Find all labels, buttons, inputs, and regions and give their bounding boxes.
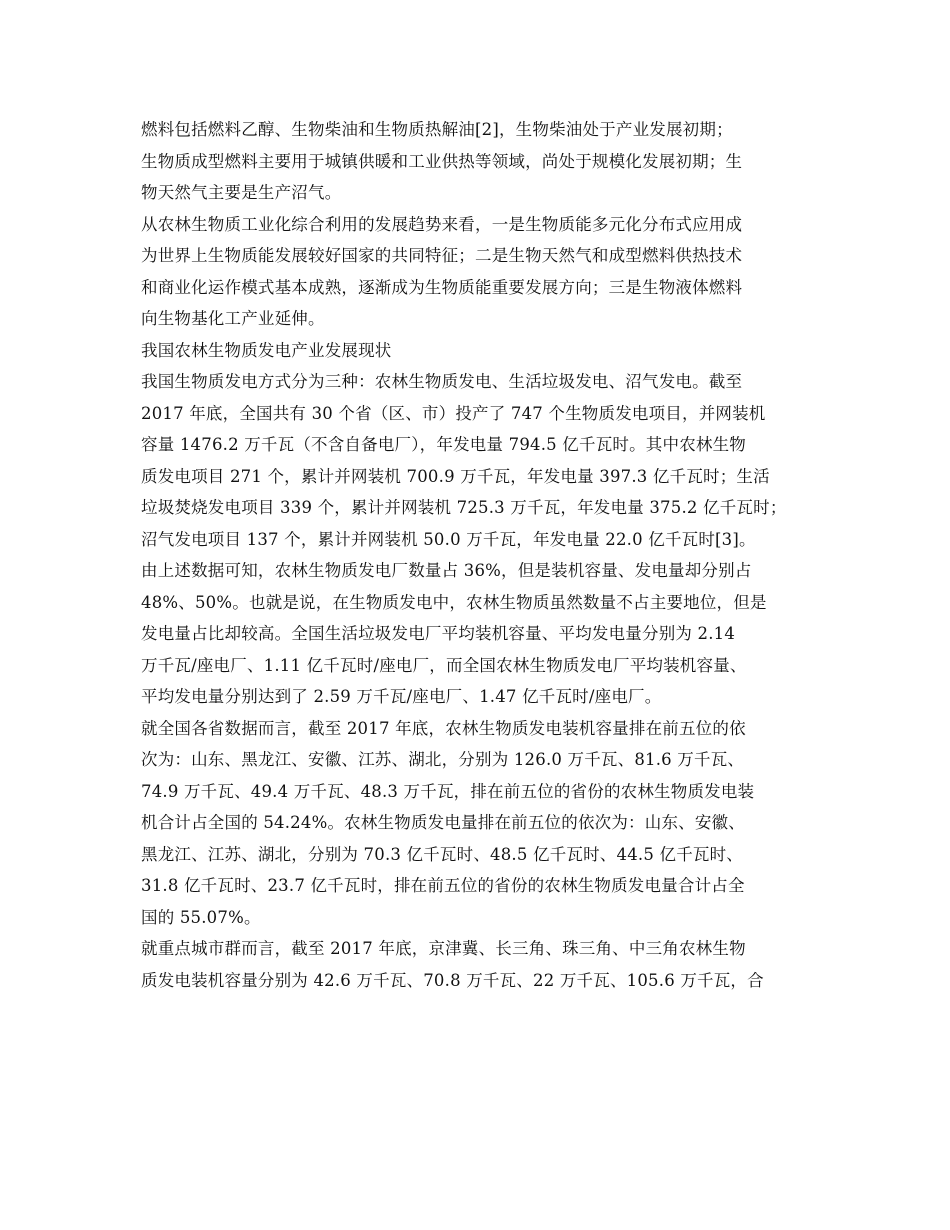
text-line: 就重点城市群而言，截至 2017 年底，京津冀、长三角、珠三角、中三角农林生物 xyxy=(141,939,746,958)
text-line: 2017 年底，全国共有 30 个省（区、市）投产了 747 个生物质发电项目，并网装机 xyxy=(141,403,766,423)
text-line: 74.9 万千瓦、49.4 万千瓦、48.3 万千瓦，排在前五位的省份的农林生物质发电装 xyxy=(141,781,755,801)
text-line: 国的 55.07%。 xyxy=(141,907,261,927)
text-line: 容量 1476.2 万千瓦（不含自备电厂），年发电量 794.5 亿千瓦时。其中农林生物 xyxy=(141,435,746,454)
text-line: 就全国各省数据而言，截至 2017 年底，农林生物质发电装机容量排在前五位的依 xyxy=(141,718,746,738)
text-line: 垃圾焚烧发电项目 339 个，累计并网装机 725.3 万千瓦，年发电量 375.2 亿千瓦时； xyxy=(141,498,787,517)
text-line: 我国生物质发电方式分为三种：农林生物质发电、生活垃圾发电、沼气发电。截至 xyxy=(141,372,743,391)
text-line: 生物质成型燃料主要用于城镇供暖和工业供热等领域，尚处于规模化发展初期；生 xyxy=(141,151,743,171)
text-line: 机合计占全国的 54.24%。农林生物质发电量排在前五位的依次为：山东、安徽、 xyxy=(141,813,745,832)
text-line: 48%、50%。也就是说，在生物质发电中，农林生物质虽然数量不占主要地位，但是 xyxy=(141,592,767,612)
text-line: 黑龙江、江苏、湖北，分别为 70.3 亿千瓦时、48.5 亿千瓦时、44.5 亿千瓦时、 xyxy=(141,844,743,864)
text-line: 平均发电量分别达到了 2.59 万千瓦/座电厂、1.47 亿千瓦时/座电厂。 xyxy=(141,687,662,706)
text-line: 和商业化运作模式基本成熟，逐渐成为生物质能重要发展方向；三是生物液体燃料 xyxy=(141,277,743,297)
text-line: 万千瓦/座电厂、1.11 亿千瓦时/座电厂，而全国农林生物质发电厂平均装机容量、 xyxy=(141,655,747,675)
text-line: 为世界上生物质能发展较好国家的共同特征；二是生物天然气和成型燃料供热技术 xyxy=(141,246,743,265)
text-line: 31.8 亿千瓦时、23.7 亿千瓦时，排在前五位的省份的农林生物质发电量合计占全 xyxy=(141,876,745,895)
text-line: 质发电装机容量分别为 42.6 万千瓦、70.8 万千瓦、22 万千瓦、105.6 万千瓦，合 xyxy=(141,970,764,990)
document-page xyxy=(141,114,841,996)
section-heading: 我国农林生物质发电产业发展现状 xyxy=(141,340,392,360)
text-line: 发电量占比却较高。全国生活垃圾发电厂平均装机容量、平均发电量分别为 2.14 xyxy=(141,624,736,643)
text-line: 物天然气主要是生产沼气。 xyxy=(141,183,342,202)
text-line: 次为：山东、黑龙江、安徽、江苏、湖北，分别为 126.0 万千瓦、81.6 万千瓦、 xyxy=(141,750,745,769)
text-line: 向生物基化工产业延伸。 xyxy=(141,309,325,328)
text-line: 质发电项目 271 个，累计并网装机 700.9 万千瓦，年发电量 397.3 亿千瓦时；生活 xyxy=(141,466,770,486)
text-line: 燃料包括燃料乙醇、生物柴油和生物质热解油[2]，生物柴油处于产业发展初期； xyxy=(141,120,733,139)
text-line: 由上述数据可知，农林生物质发电厂数量占 36%，但是装机容量、发电量却分别占 xyxy=(141,561,752,580)
text-line: 沼气发电项目 137 个，累计并网装机 50.0 万千瓦，年发电量 22.0 亿千瓦时[3]。 xyxy=(141,529,756,549)
text-line: 从农林生物质工业化综合利用的发展趋势来看，一是生物质能多元化分布式应用成 xyxy=(141,214,743,234)
